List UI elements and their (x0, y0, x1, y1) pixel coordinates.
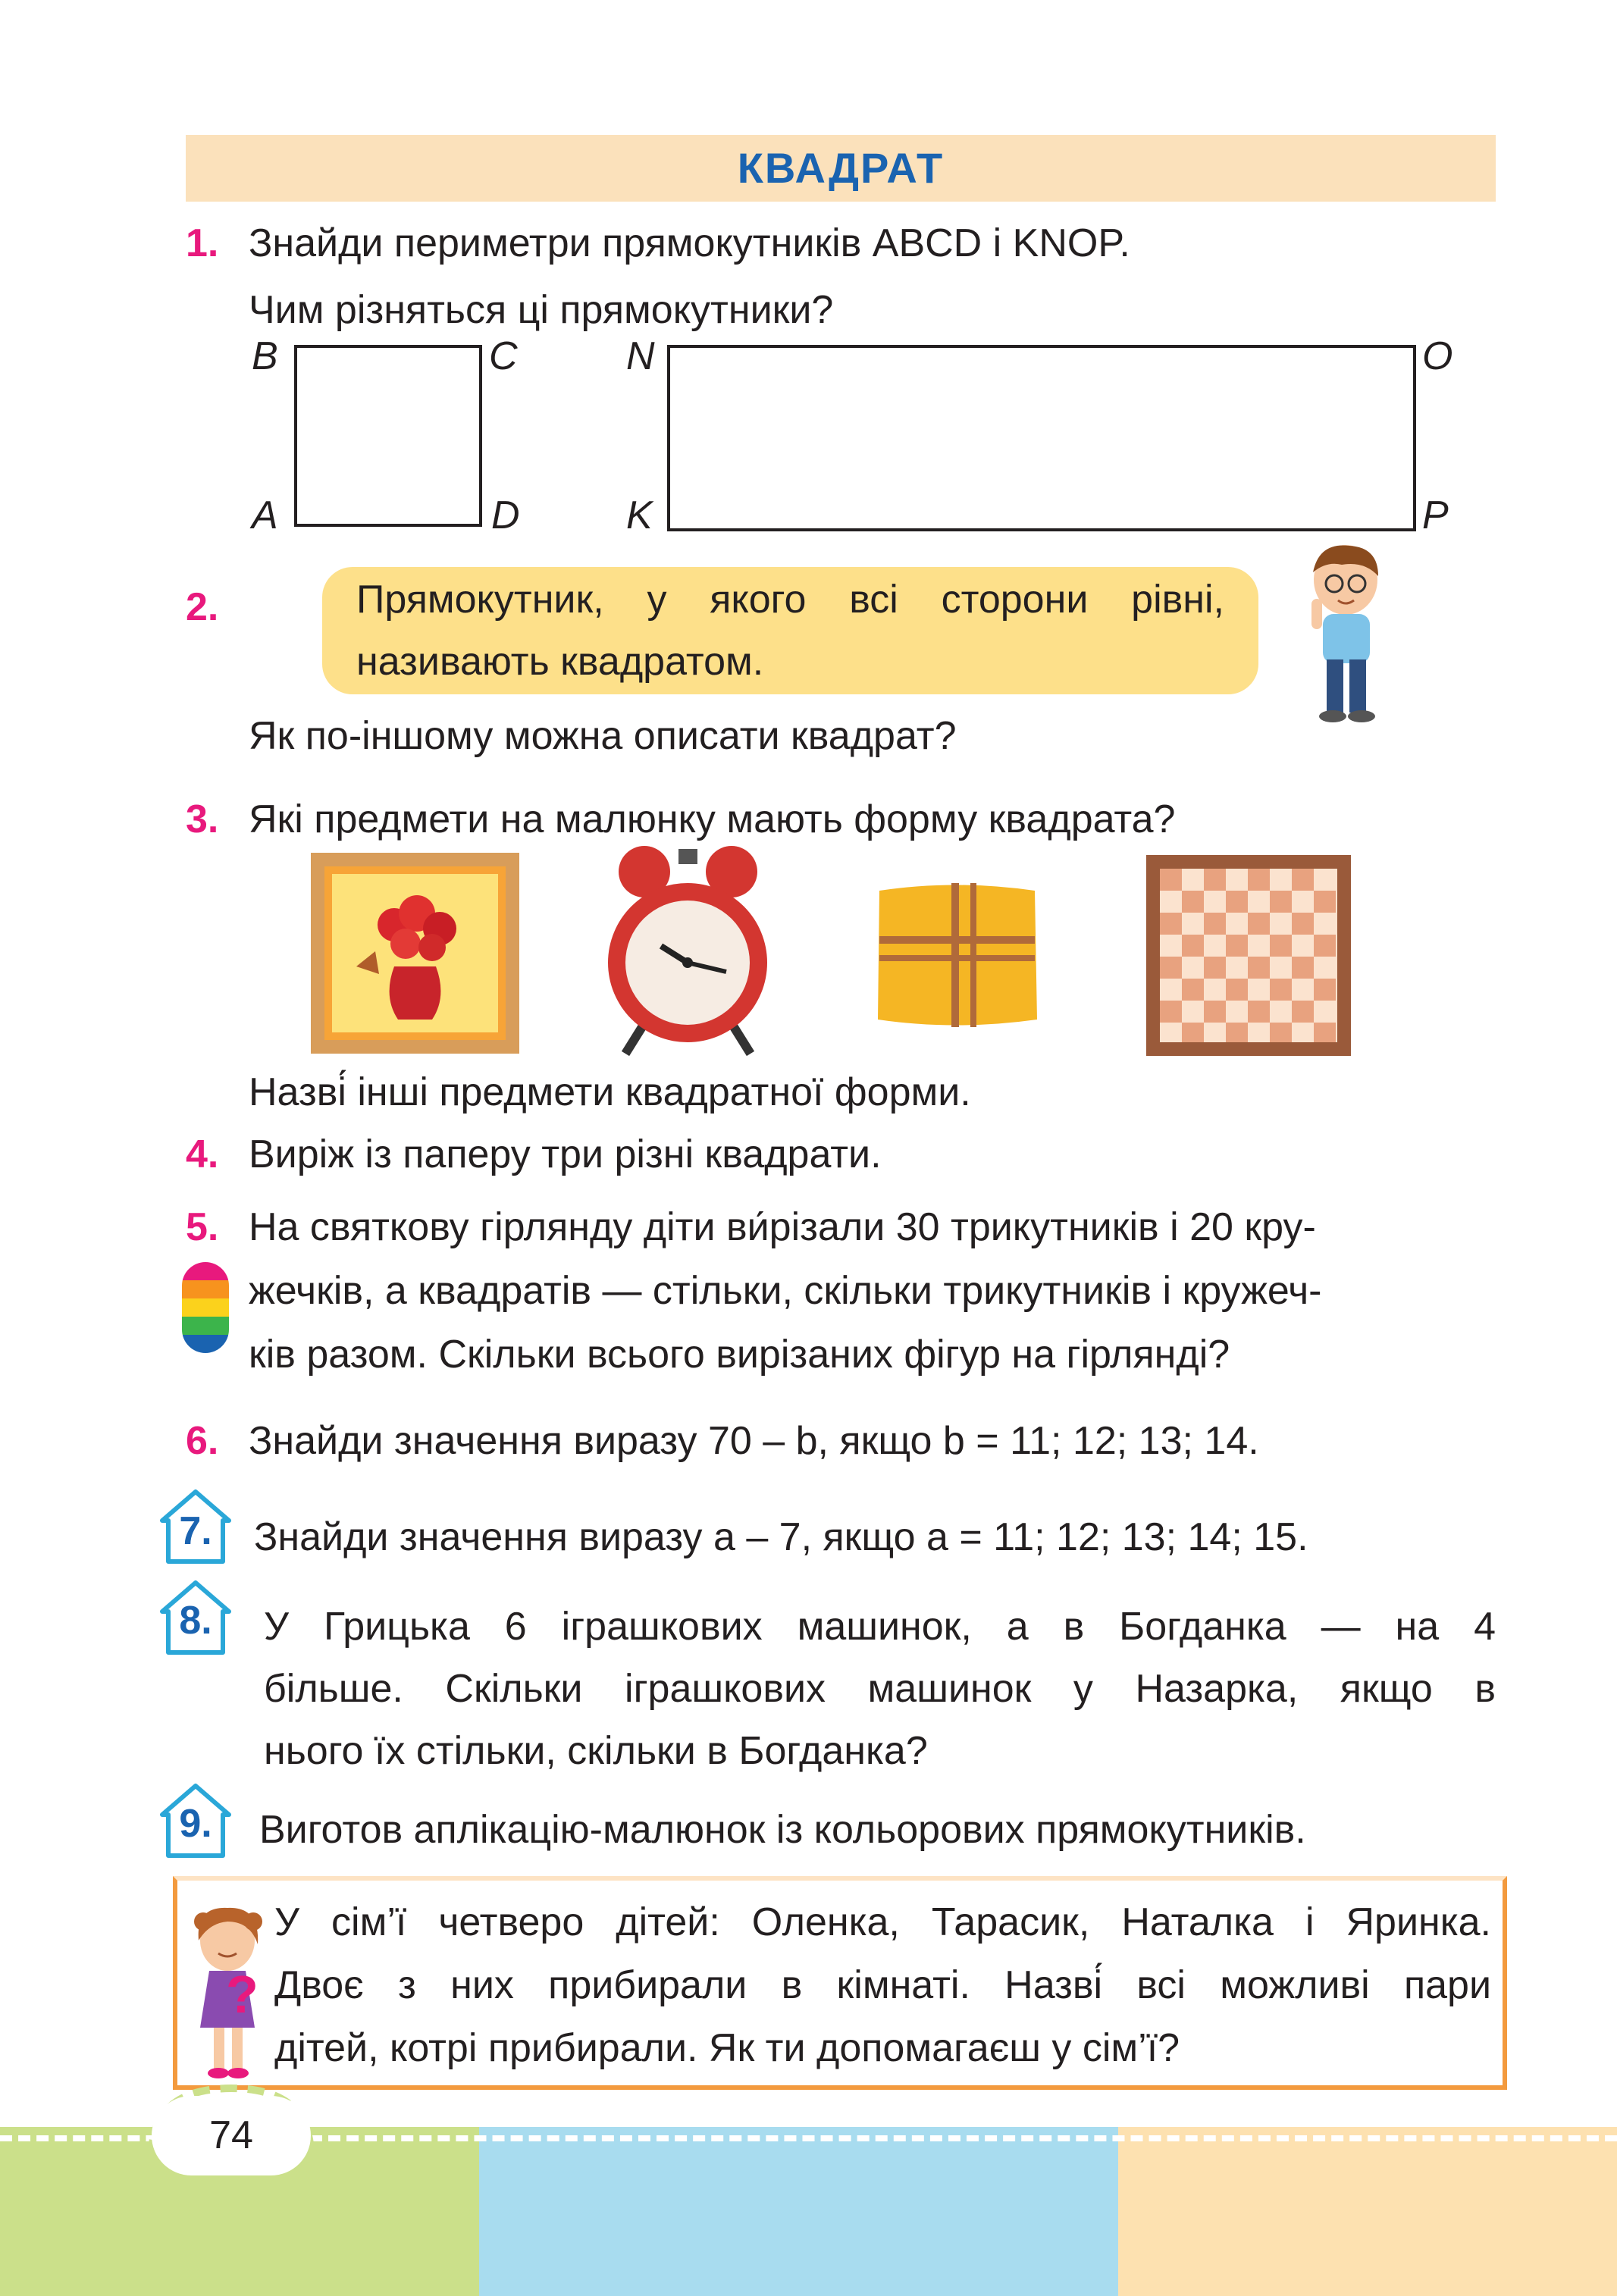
task-6-text: Знайди значення виразу 70 – b, якщо b = 11; 12; 13; 14. (249, 1419, 1259, 1463)
label-d: D (491, 493, 520, 537)
boy-character-icon (1289, 538, 1399, 724)
task-2-number: 2. (186, 585, 219, 629)
task-3-number: 3. (186, 797, 219, 841)
task-9-text: Виготов аплікацію-малюнок із кольорових прямокутників. (259, 1808, 1306, 1852)
footer-band-peach (1118, 2127, 1617, 2296)
task-8-line1: У Грицька 6 іграшкових машинок, а в Богданка — на 4 (264, 1605, 1496, 1649)
task-5-line2: жечків, а квадратів — стільки, скільки трикутників і кружеч- (249, 1269, 1322, 1313)
task-6-number: 6. (186, 1419, 219, 1463)
task-1-number: 1. (186, 221, 219, 265)
alarm-clock-icon (606, 841, 769, 1061)
task-4-number: 4. (186, 1132, 219, 1176)
label-k: K (626, 493, 653, 537)
logic-task-line2: Двоє з них прибирали в кімнаті. Назві́ всі можливі пари (274, 1963, 1491, 2007)
task-3-followup: Назві́ інші предмети квадратної форми. (249, 1070, 971, 1114)
rule-line1: Прямокутник, у якого всі сторони рівні, (356, 578, 1224, 622)
task-8-line2: більше. Скільки іграшкових машинок у Назарка, якщо в (264, 1667, 1496, 1711)
folded-napkin-icon (872, 879, 1042, 1031)
task-3-text: Які предмети на малюнку мають форму квадрата? (249, 797, 1176, 841)
framed-picture-icon (311, 853, 519, 1054)
rectangle-abcd (294, 345, 482, 527)
logic-task-line1: У сім’ї четверо дітей: Оленка, Тарасик, Наталка і Яринка. (274, 1900, 1491, 1944)
task-5-line3: ків разом. Скільки всього вирізаних фігур на гірлянді? (249, 1333, 1230, 1377)
label-a: A (252, 493, 278, 537)
task-4-text: Виріж із паперу три різні квадрати. (249, 1132, 882, 1176)
task-1-line1: Знайди периметри прямокутників ABCD і KNOP. (249, 221, 1130, 265)
page-title: КВАДРАТ (737, 144, 945, 192)
rectangle-knop (667, 345, 1416, 531)
task-5-line1: На святкову гірлянду діти ви́різали 30 трикутників і 20 кру- (249, 1205, 1316, 1249)
task-7-text: Знайди значення виразу a – 7, якщо a = 11; 12; 13; 14; 15. (254, 1515, 1308, 1559)
task-2-question: Як по-іншому можна описати квадрат? (249, 714, 957, 758)
label-p: P (1422, 493, 1449, 537)
logic-task-line3: дітей, котрі прибирали. Як ти допомагаєш у сім’ї? (274, 2026, 1180, 2070)
svg-text:?: ? (226, 1965, 259, 2024)
girl-character-icon (188, 1899, 268, 2081)
checkerboard-icon (1146, 855, 1351, 1056)
label-o: O (1422, 334, 1453, 378)
page-number: 74 (209, 2113, 253, 2157)
label-n: N (626, 334, 655, 378)
label-b: B (252, 334, 278, 378)
task-8-number: 8. (179, 1599, 212, 1643)
task-7-number: 7. (179, 1509, 212, 1553)
rule-line2: називають квадратом. (356, 640, 764, 684)
label-c: C (489, 334, 518, 378)
task-5-number: 5. (186, 1205, 219, 1249)
task-9-number: 9. (179, 1802, 212, 1846)
rainbow-marker-icon (182, 1262, 229, 1353)
footer-band-blue (479, 2127, 1118, 2296)
task-8-line3: нього їх стільки, скільки в Богданка? (264, 1729, 928, 1773)
task-1-line2: Чим різняться ці прямокутники? (249, 288, 834, 332)
rule-text (356, 569, 1224, 693)
